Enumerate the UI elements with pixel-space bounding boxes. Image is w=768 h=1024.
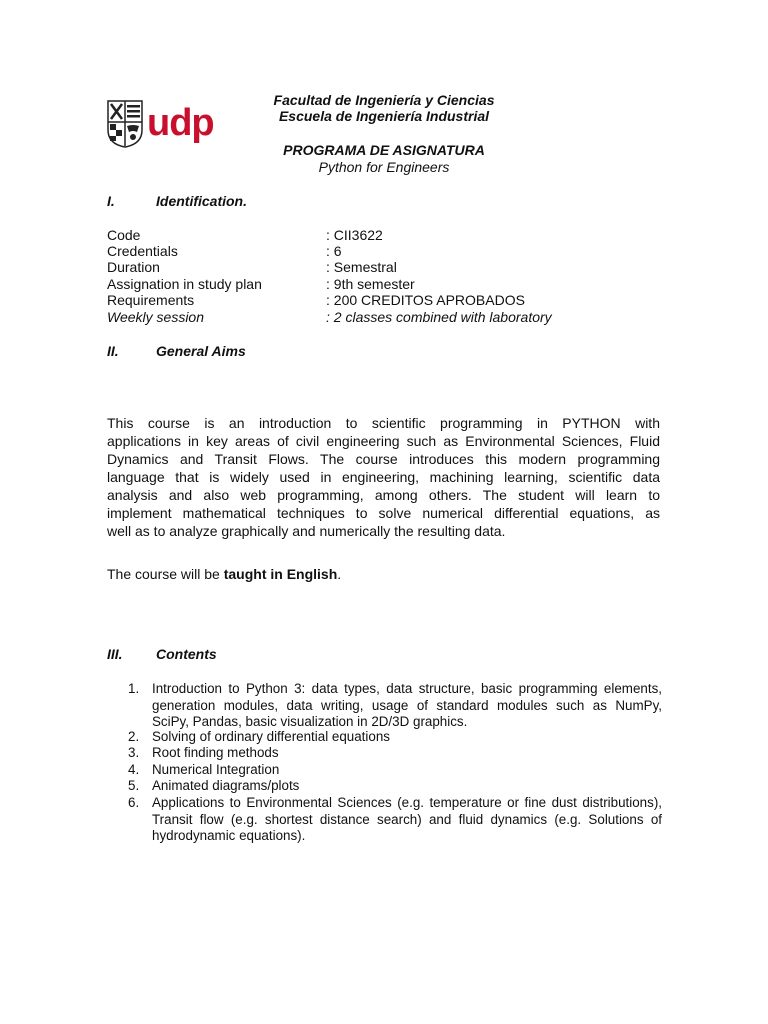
id-value: : Semestral — [326, 259, 397, 275]
id-value: : CII3622 — [326, 227, 383, 243]
note-emphasis: taught in English — [223, 566, 338, 582]
section-number: II. — [107, 343, 119, 359]
school-name: Escuela de Ingeniería Industrial — [278, 108, 490, 124]
id-label: Requirements — [107, 292, 195, 308]
id-label: Code — [107, 227, 141, 243]
paragraph-line: analysis and also web programming, among others. The student will learn to — [107, 487, 660, 503]
section-general-aims-heading — [107, 343, 246, 360]
id-value: : 6 — [326, 243, 342, 259]
id-label: Weekly session — [107, 309, 205, 325]
note-prefix: The course will be — [107, 566, 224, 582]
item-number: 1. — [128, 681, 140, 696]
id-label: Assignation in study plan — [107, 276, 262, 292]
item-line: hydrodynamic equations). — [152, 828, 306, 843]
section-title: Identification. — [156, 193, 247, 209]
item-line: SciPy, Pandas, basic visualization in 2D/3D graphics. — [152, 714, 468, 729]
paragraph-line: applications in key areas of civil engineering such as Environmental Sciences, Fluid — [107, 433, 660, 449]
id-label: Credentials — [107, 243, 178, 259]
note-suffix: . — [337, 566, 342, 582]
id-label: Duration — [107, 259, 160, 275]
paragraph-line: Dynamics and Transit Flows. The course introduces this modern programming — [107, 451, 660, 467]
item-number: 6. — [128, 795, 140, 810]
item-line: Root finding methods — [152, 745, 279, 760]
item-line: Transit flow (e.g. shortest distance search) and fluid dynamics (e.g. Solutions of — [152, 811, 662, 827]
id-value: : 2 classes combined with laboratory — [326, 309, 552, 325]
section-title: Contents — [156, 646, 217, 662]
section-title: General Aims — [156, 343, 246, 359]
course-name: Python for Engineers — [318, 159, 450, 175]
paragraph-line: implement mathematical techniques to solve numerical differential equations, as — [107, 505, 660, 521]
udp-logo-text: udp — [147, 102, 214, 144]
item-line: generation modules, data writing, usage of standard modules such as NumPy, — [152, 697, 662, 713]
item-line: Introduction to Python 3: data types, data structure, basic programming elements, — [152, 681, 662, 696]
id-value: : 9th semester — [326, 276, 415, 292]
section-number: I. — [107, 193, 115, 209]
item-line: Solving of ordinary differential equations — [152, 729, 390, 744]
item-number: 2. — [128, 729, 140, 744]
language-note — [107, 566, 341, 583]
item-number: 5. — [128, 778, 140, 793]
section-number: III. — [107, 646, 123, 662]
item-line: Applications to Environmental Sciences (e.g. temperature or fine dust distributions), — [152, 795, 662, 810]
paragraph-line: language that is widely used in engineering, machining learning, scientific data — [107, 469, 660, 485]
item-number: 4. — [128, 762, 140, 777]
section-identification-heading — [107, 193, 247, 210]
item-number: 3. — [128, 745, 140, 760]
paragraph-line: This course is an introduction to scientific programming in PYTHON with — [107, 415, 660, 431]
program-title: PROGRAMA DE ASIGNATURA — [283, 142, 485, 158]
paragraph-line: well as to analyze graphically and numerically the resulting data. — [107, 523, 506, 539]
section-contents-heading — [107, 646, 217, 663]
id-value: : 200 CREDITOS APROBADOS — [326, 292, 525, 308]
faculty-name: Facultad de Ingeniería y Ciencias — [273, 92, 495, 108]
item-line: Animated diagrams/plots — [152, 778, 300, 793]
aims-paragraph — [107, 414, 660, 540]
item-line: Numerical Integration — [152, 762, 280, 777]
